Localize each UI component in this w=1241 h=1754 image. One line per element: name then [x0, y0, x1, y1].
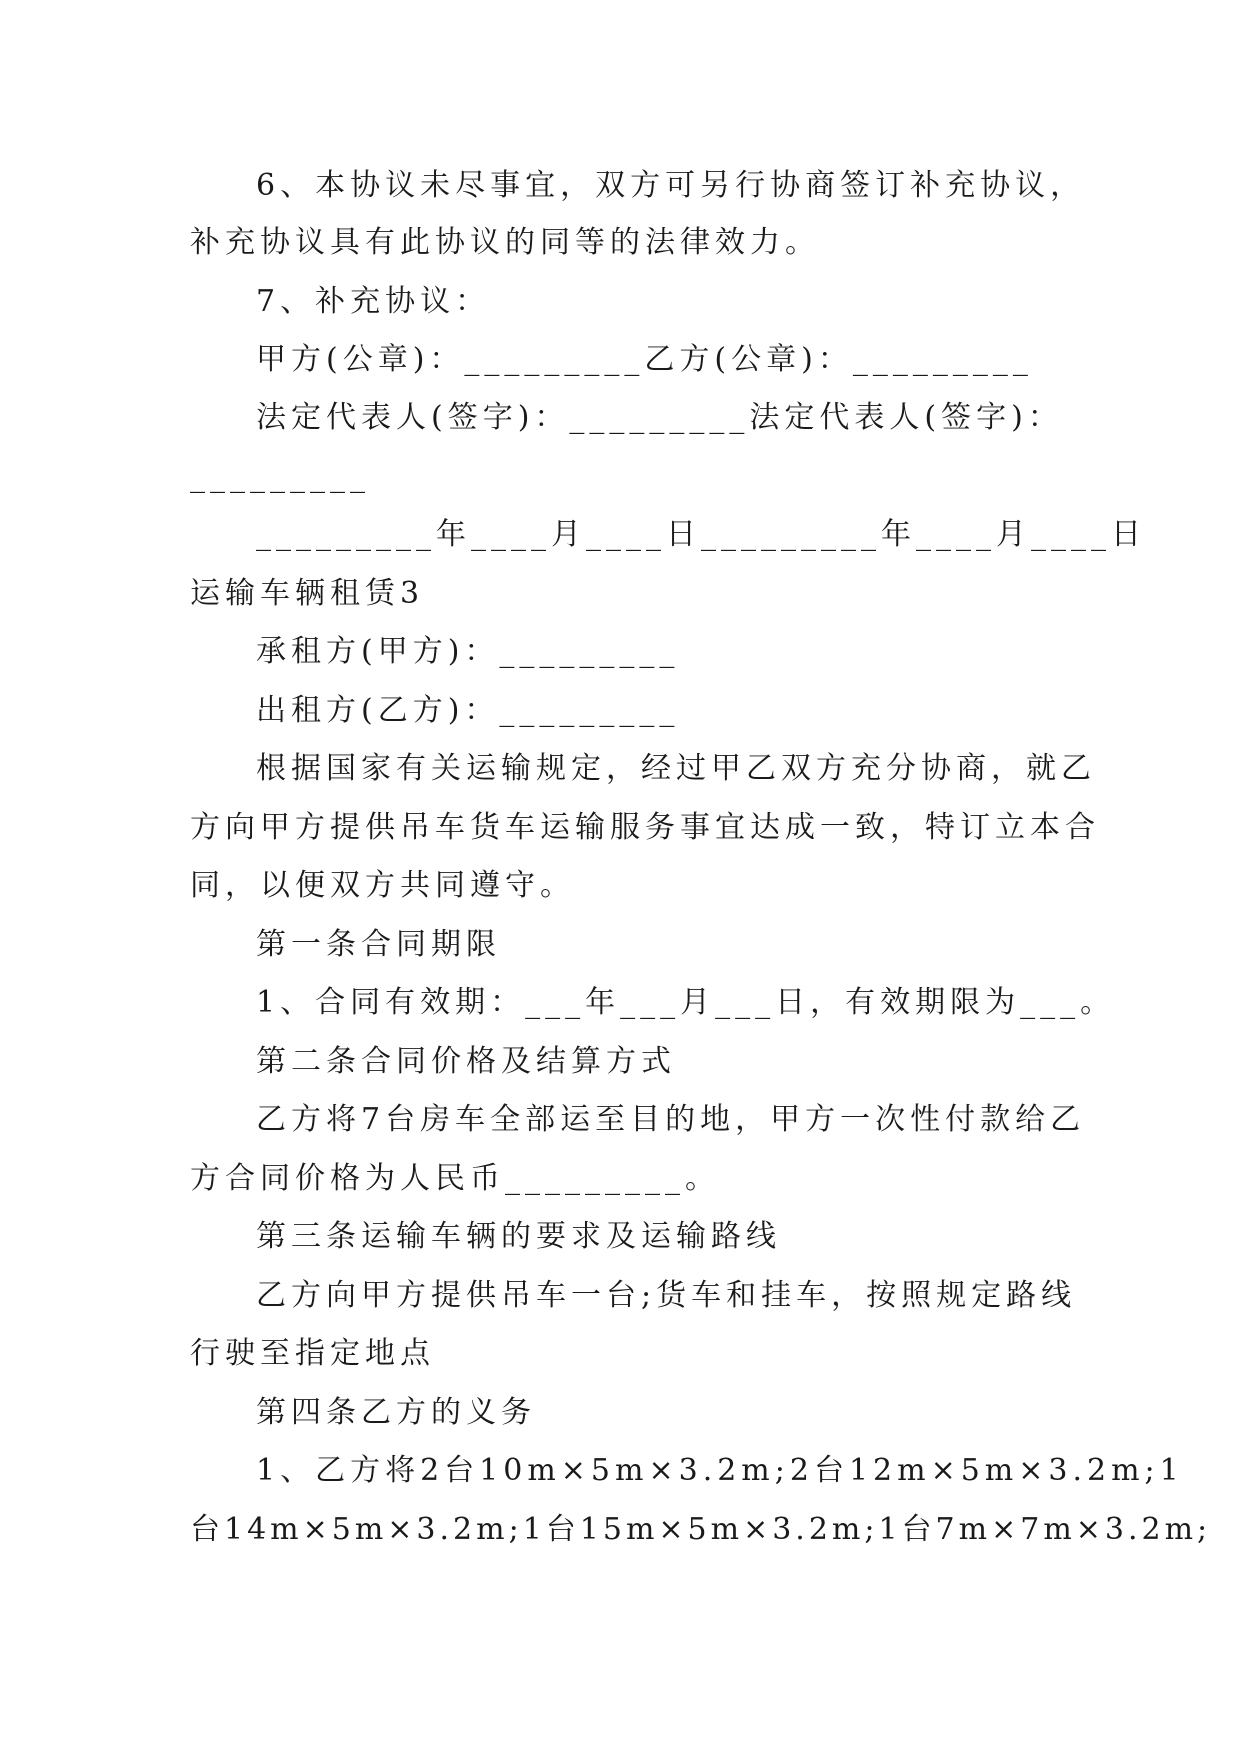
paragraph-line: 6、本协议未尽事宜，双方可另行协商签订补充协议，: [256, 168, 1086, 203]
party-line: 出租方(乙方)：_________: [256, 693, 680, 728]
signature-line: 甲方(公章)：_________乙方(公章)：_________: [256, 342, 1033, 377]
paragraph-line: 1、乙方将2台10m×5m×3.2m;2台12m×5m×3.2m;1: [256, 1453, 1184, 1488]
paragraph-line: 台14m×5m×3.2m;1台15m×5m×3.2m;1台7m×7m×3.2m;: [190, 1512, 1212, 1547]
paragraph-line: 同，以便双方共同遵守。: [190, 868, 575, 903]
article-heading: 第一条合同期限: [256, 927, 501, 962]
paragraph-line: 根据国家有关运输规定，经过甲乙双方充分协商，就乙: [256, 751, 1096, 786]
party-line: 承租方(甲方)：_________: [256, 634, 680, 669]
paragraph-line: 7、补充协议：: [256, 284, 491, 319]
article-heading: 第二条合同价格及结算方式: [256, 1044, 676, 1079]
paragraph-line: 行驶至指定地点: [190, 1336, 435, 1371]
paragraph-line: 方向甲方提供吊车货车运输服务事宜达成一致，特订立本合: [190, 810, 1100, 845]
section-title: 运输车辆租赁3: [190, 576, 425, 611]
article-heading: 第四条乙方的义务: [256, 1395, 536, 1430]
article-heading: 第三条运输车辆的要求及运输路线: [256, 1219, 781, 1254]
paragraph-line: 补充协议具有此协议的同等的法律效力。: [190, 225, 820, 260]
signature-blank: _________: [190, 459, 370, 494]
date-line: _________年____月____日_________年____月____日: [256, 517, 1146, 552]
paragraph-line: 方合同价格为人民币_________。: [190, 1161, 720, 1196]
paragraph-line: 1、合同有效期：___年___月___日，有效期限为___。: [256, 985, 1116, 1020]
paragraph-line: 乙方向甲方提供吊车一台;货车和挂车，按照规定路线: [256, 1278, 1077, 1313]
paragraph-line: 乙方将7台房车全部运至目的地，甲方一次性付款给乙: [256, 1102, 1086, 1137]
signature-line: 法定代表人(签字)：_________法定代表人(签字)：: [256, 400, 1063, 435]
